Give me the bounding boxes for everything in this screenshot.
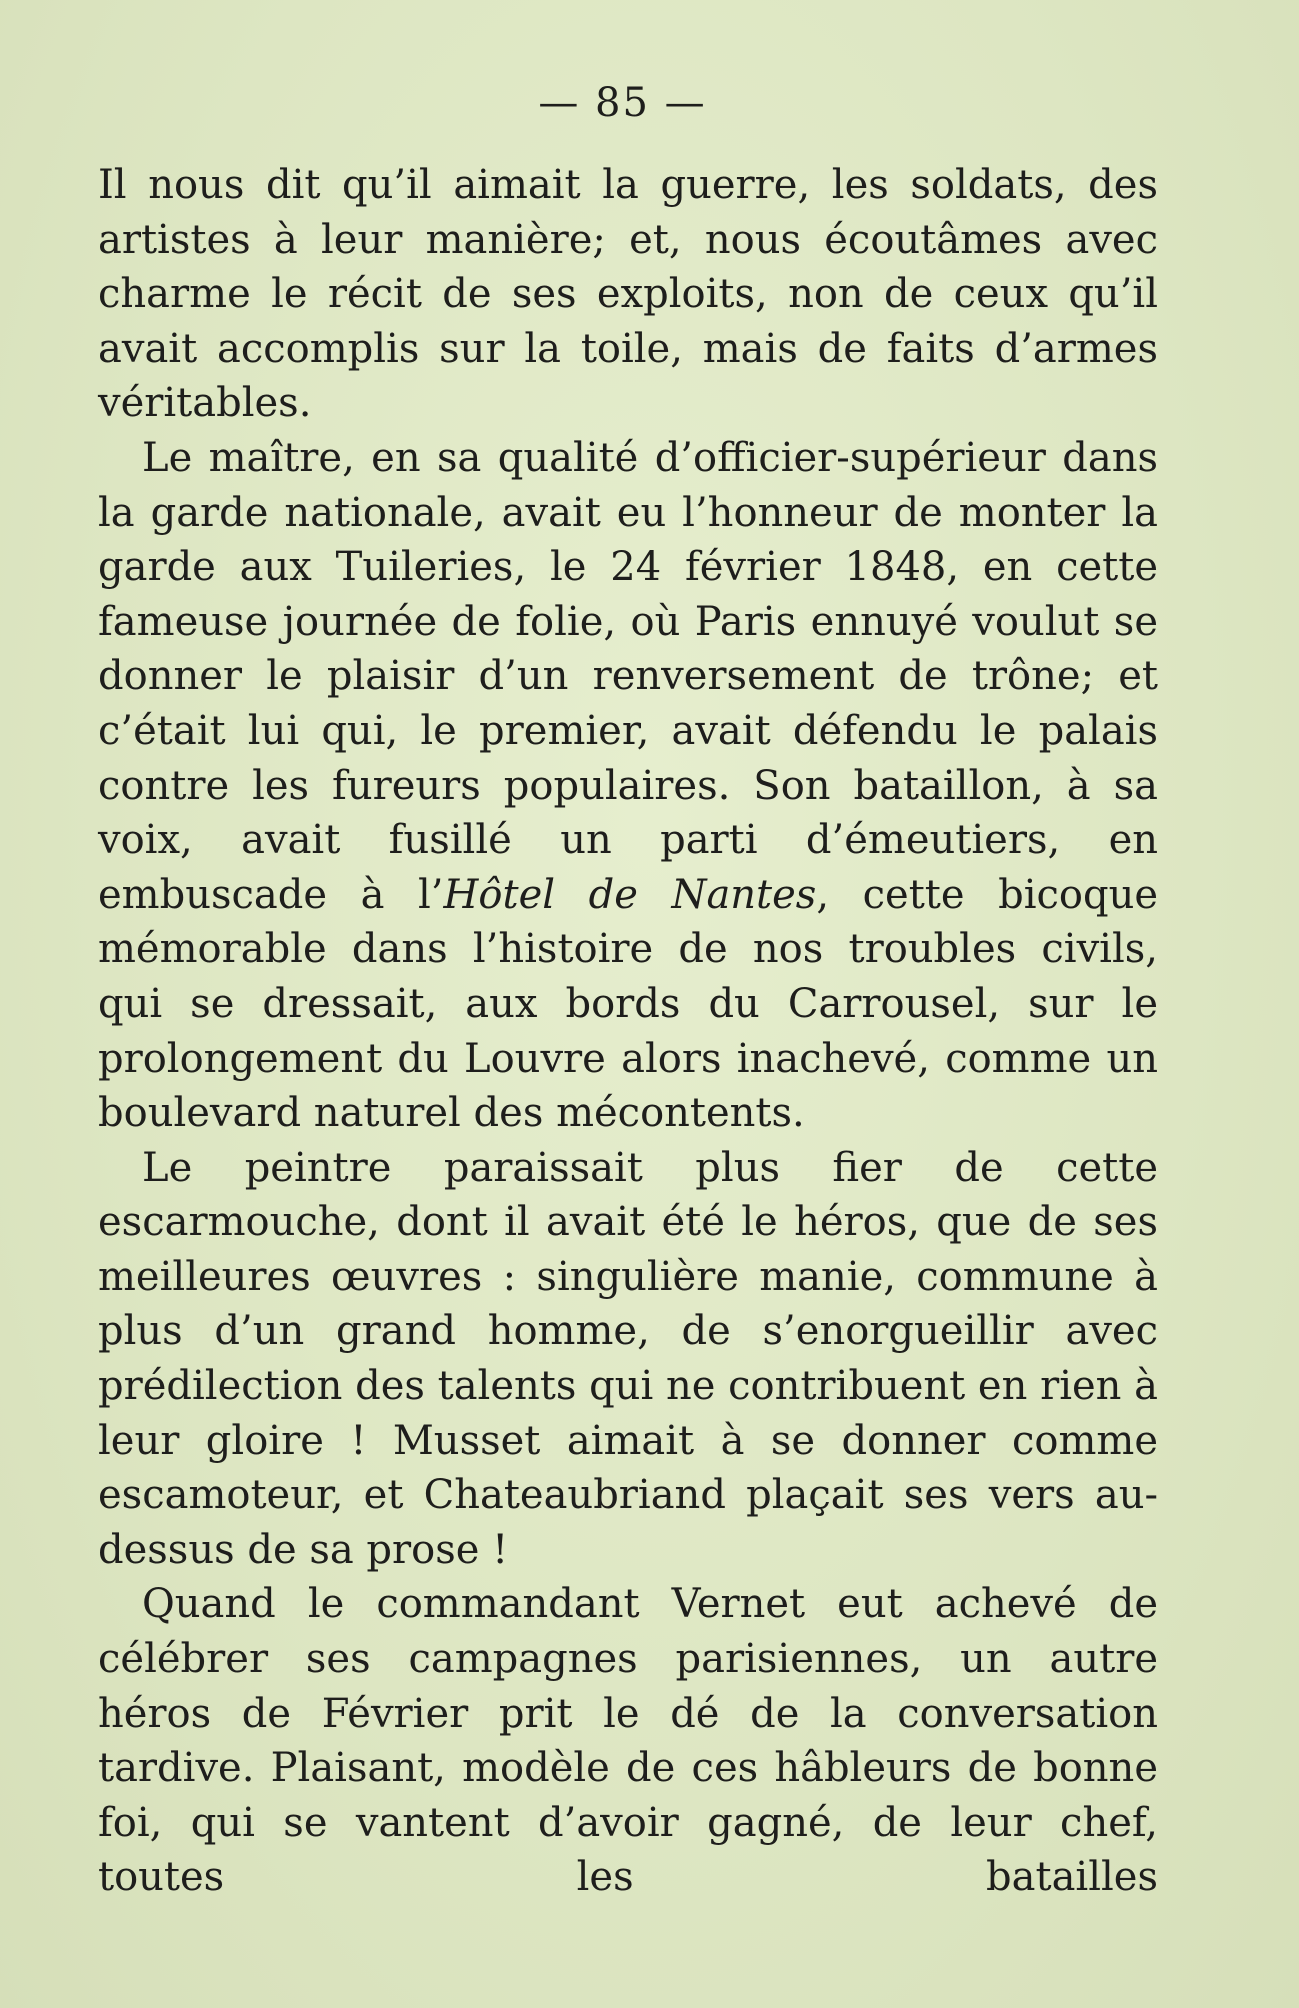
paragraph-2 [98, 431, 1158, 1141]
paragraph-3: Le peintre paraissait plus fier de cette escarmouche, dont il avait été le héros, que de ses meilleures œuvres : singulière manie, commune à plus d’un grand homme, de s’enorgueillir avec prédilection des talents qui ne contribuent en rien à leur gloire ! Musset aimait à se donner comme escamoteur, et Chateaubriand plaçait ses vers au-dessus de sa prose ! [98, 1144, 1158, 1573]
page-number: — 85 — [538, 80, 707, 126]
paragraph-2-text-before: Le maître, en sa qualité d’officier-supérieur dans la garde nationale, avait eu l’honneur de monter la garde aux Tuileries, le 24 février 1848, en cette fameuse journée de folie, où Paris ennuyé voulut se donner le plaisir d’un renversement de trône; et c’était lui qui, le premier, avait défendu le palais contre les fureurs populaires. Son bataillon, à sa voix, avait fusillé un parti d’émeutiers, en embuscade à l’ [98, 434, 1158, 918]
paragraph-2-italic-name: Hôtel de Nantes [443, 871, 817, 918]
paragraph-1: Il nous dit qu’il aimait la guerre, les soldats, des artistes à leur manière; et, nous écoutâmes avec charme le récit de ses exploits, non de ceux qu’il avait accomplis sur la toile, mais de faits d’armes véritables. [98, 162, 1158, 427]
paragraph-4: Quand le commandant Vernet eut achevé de célébrer ses campagnes parisiennes, un autre héros de Février prit le dé de la conversation tardive. Plaisant, modèle de ces hâbleurs de bonne foi, qui se vantent d’avoir gagné, de leur chef, toutes les batailles [98, 1581, 1158, 1901]
paragraph-2-text-after: , cette bicoque mémorable dans l’histoire de nos troubles civils, qui se dressait, aux bords du Carrousel, sur le prolongement du Louvre alors inachevé, comme un boulevard naturel des mécontents. [98, 871, 1159, 1137]
body-text [98, 158, 1158, 1905]
